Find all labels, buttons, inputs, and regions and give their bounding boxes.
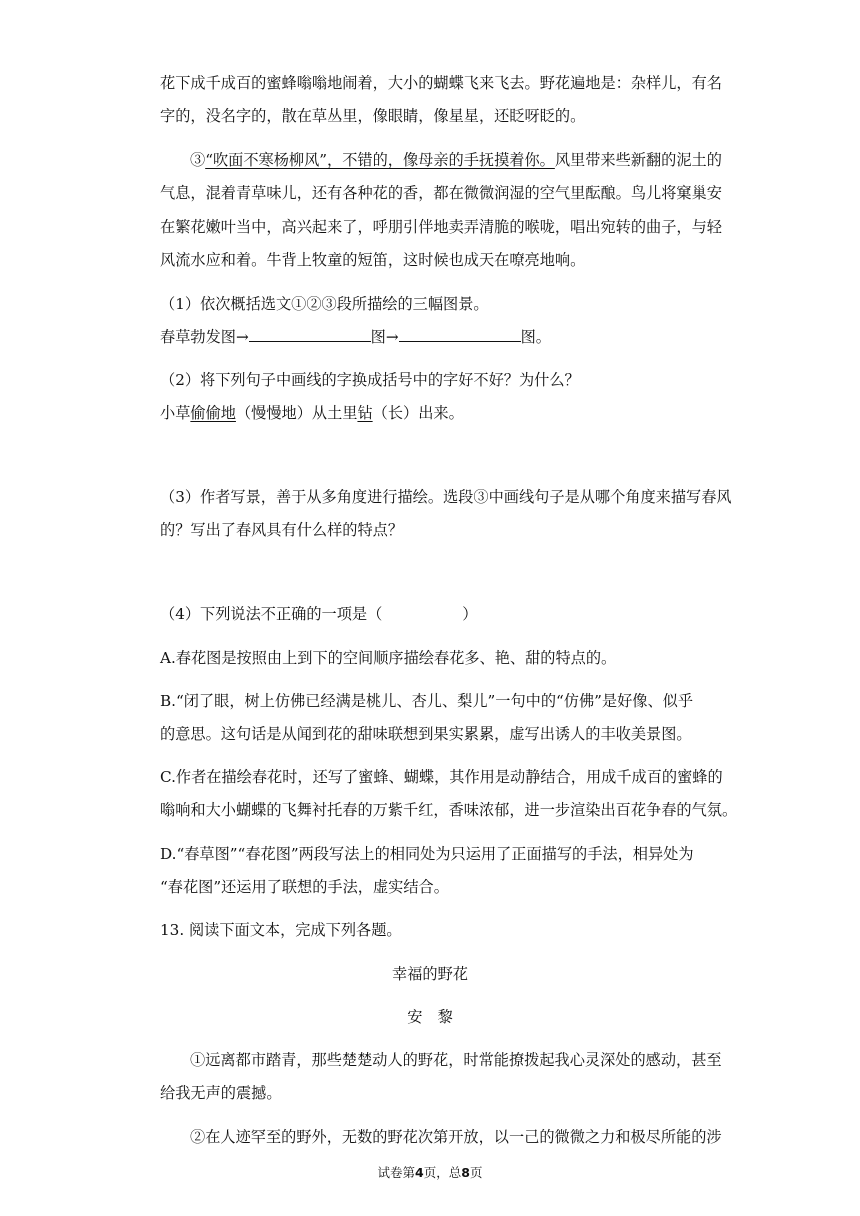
question-2-prompt: （2）将下列句子中画线的字换成括号中的字好不好？为什么？ — [160, 371, 580, 389]
answer-blank[interactable] — [249, 327, 371, 342]
question-1-answer-line — [160, 327, 551, 347]
prompt-text: ） — [462, 605, 478, 623]
underlined-word: 偷偷地 — [190, 404, 236, 422]
passage-text: 风里带来些新翻的泥土的 — [554, 151, 722, 169]
option-c-line: C.作者在描绘春花时，还写了蜜蜂、蝴蝶，其作用是动静结合，用成千成百的蜜蜂的 — [160, 768, 723, 786]
footer-text: 页 — [469, 1165, 483, 1180]
article-paragraph-line: ①远离都市踏青，那些楚楚动人的野花，时常能撩拨起我心灵深处的感动，甚至 — [190, 1051, 722, 1069]
underlined-word: 钻 — [357, 404, 373, 422]
prompt-text: （4）下列说法不正确的一项是（ — [160, 605, 383, 623]
option-d-line: “春花图”还运用了联想的手法，虚实结合。 — [160, 878, 449, 896]
sentence-text: （长）出来。 — [372, 404, 464, 422]
sentence-text: 小草 — [160, 404, 191, 422]
question-1-prompt: （1）依次概括选文①②③段所描绘的三幅图景。 — [160, 295, 489, 313]
question-2-sentence — [160, 403, 464, 423]
answer-end: 图。 — [520, 328, 551, 346]
question-13-prompt: 13. 阅读下面文本，完成下列各题。 — [160, 921, 402, 939]
option-b-line: B.“闭了眼，树上仿佛已经满是桃儿、杏儿、梨儿”一句中的“仿佛”是好像、似乎 — [160, 692, 694, 710]
option-a: A.春花图是按照由上到下的空间顺序描绘春花多、艳、甜的特点的。 — [160, 649, 617, 667]
answer-blank[interactable] — [399, 327, 521, 342]
passage-line: 字的，没名字的，散在草丛里，像眼睛，像星星，还眨呀眨的。 — [160, 107, 586, 125]
option-c-line: 嗡响和大小蝴蝶的飞舞衬托春的万紫千红，香味浓郁，进一步渲染出百花争春的气氛。 — [160, 801, 738, 819]
question-4-prompt — [160, 604, 477, 624]
passage-line: 风流水应和着。牛背上牧童的短笛，这时候也成天在嘹亮地响。 — [160, 251, 586, 269]
page-number: 4 — [415, 1165, 424, 1180]
page-footer — [0, 1163, 860, 1181]
footer-text: 试卷第 — [377, 1165, 416, 1180]
paragraph-number: ③ — [190, 151, 206, 169]
article-author: 安 黎 — [407, 1008, 453, 1026]
option-b-line: 的意思。这句话是从闻到花的甜味联想到果实累累，虚写出诱人的丰收美景图。 — [160, 725, 692, 743]
question-3-line: （3）作者写景，善于从多角度进行描绘。选段③中画线句子是从哪个角度来描写春风 — [160, 488, 732, 506]
option-d-line: D.“春草图”“春花图”两段写法上的相同处为只运用了正面描写的手法，相异处为 — [160, 845, 694, 863]
passage-line: 气息，混着青草味儿，还有各种花的香，都在微微润湿的空气里酝酿。鸟儿将窠巢安 — [160, 184, 722, 202]
passage-paragraph-3 — [190, 150, 722, 170]
footer-text: 页，总 — [423, 1165, 462, 1180]
answer-start: 春草勃发图→ — [160, 328, 249, 346]
total-pages: 8 — [461, 1165, 470, 1180]
article-paragraph-line: ②在人迹罕至的野外，无数的野花次第开放，以一己的微微之力和极尽所能的涉 — [190, 1128, 722, 1146]
passage-line: 在繁花嫩叶当中，高兴起来了，呼朋引伴地卖弄清脆的喉咙，唱出宛转的曲子，与轻 — [160, 218, 722, 236]
question-3-line: 的？写出了春风具有什么样的特点？ — [160, 521, 403, 539]
article-paragraph-line: 给我无声的震撼。 — [160, 1084, 282, 1102]
article-title: 幸福的野花 — [392, 965, 468, 983]
passage-line: 花下成千成百的蜜蜂嗡嗡地闹着，大小的蝴蝶飞来飞去。野花遍地是：杂样儿，有名 — [160, 74, 722, 92]
sentence-text: （慢慢地）从土里 — [235, 404, 358, 422]
answer-mid: 图→ — [370, 328, 399, 346]
underlined-sentence: “吹面不寒杨柳风”，不错的，像母亲的手抚摸着你。 — [205, 151, 555, 169]
